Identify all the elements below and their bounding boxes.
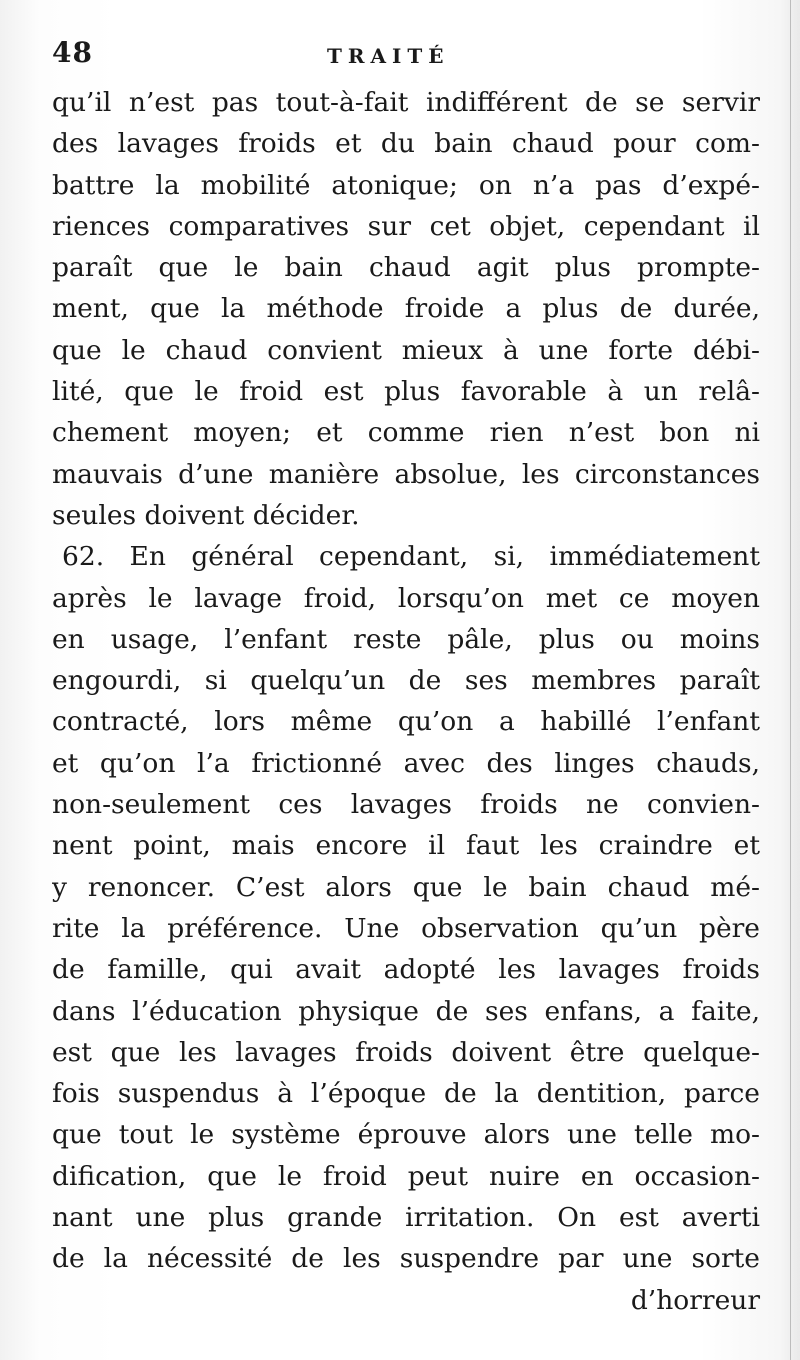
text-line: riences comparatives sur cet objet, cependant il [52,210,760,242]
text-line: paraît que le bain chaud agit plus prompte- [52,252,760,284]
text-line: rite la préférence. Une observation qu’un père [52,912,760,944]
paragraph-start-line: 62. En général cependant, si, immédiatement [62,541,760,573]
text-line: des lavages froids et du bain chaud pour com- [52,128,760,160]
text-line: contracté, lors même qu’on a habillé l’enfant [52,706,760,738]
paragraph-end-line: seules doivent décider. [52,499,360,531]
text-line: que le chaud convient mieux à une forte débi- [52,334,760,366]
text-line: en usage, l’enfant reste pâle, plus ou moins [52,623,760,655]
running-head: TRAITÉ [327,44,450,68]
text-line: que tout le système éprouve alors une telle mo- [52,1119,760,1151]
page-number: 48 [52,36,93,69]
text-line: et qu’on l’a frictionné avec des linges chauds, [52,747,760,779]
page-header [52,36,760,76]
text-line: chement moyen; et comme rien n’est bon ni [52,417,760,449]
text-line: lité, que le froid est plus favorable à un relâ- [52,376,760,408]
text-line: engourdi, si quelqu’un de ses membres paraît [52,665,760,697]
body-text [52,82,760,1321]
text-line: battre la mobilité atonique; on n’a pas d’expé- [52,169,760,201]
scan-edge-line [790,0,791,1360]
text-line: fois suspendus à l’époque de la dentition, parce [52,1078,760,1110]
text-line: ment, que la méthode froide a plus de durée, [52,293,760,325]
text-line: de la nécessité de les suspendre par une sorte [52,1243,760,1275]
text-line: de famille, qui avait adopté les lavages froids [52,954,760,986]
text-line: dans l’éducation physique de ses enfans, a faite, [52,995,760,1027]
text-line: y renoncer. C’est alors que le bain chaud mé- [52,871,760,903]
text-line: nent point, mais encore il faut les craindre et [52,830,760,862]
text-line: après le lavage froid, lorsqu’on met ce moyen [52,582,760,614]
text-line: dification, que le froid peut nuire en occasion- [52,1160,760,1192]
catchword: d’horreur [630,1284,760,1316]
text-line: non-seulement ces lavages froids ne convien- [52,789,760,821]
text-line: mauvais d’une manière absolue, les circonstances [52,458,760,490]
text-line: qu’il n’est pas tout-à-fait indifférent de se servir [52,87,760,118]
text-line: nant une plus grande irritation. On est averti [52,1202,760,1234]
text-line: est que les lavages froids doivent être quelque- [52,1036,760,1068]
